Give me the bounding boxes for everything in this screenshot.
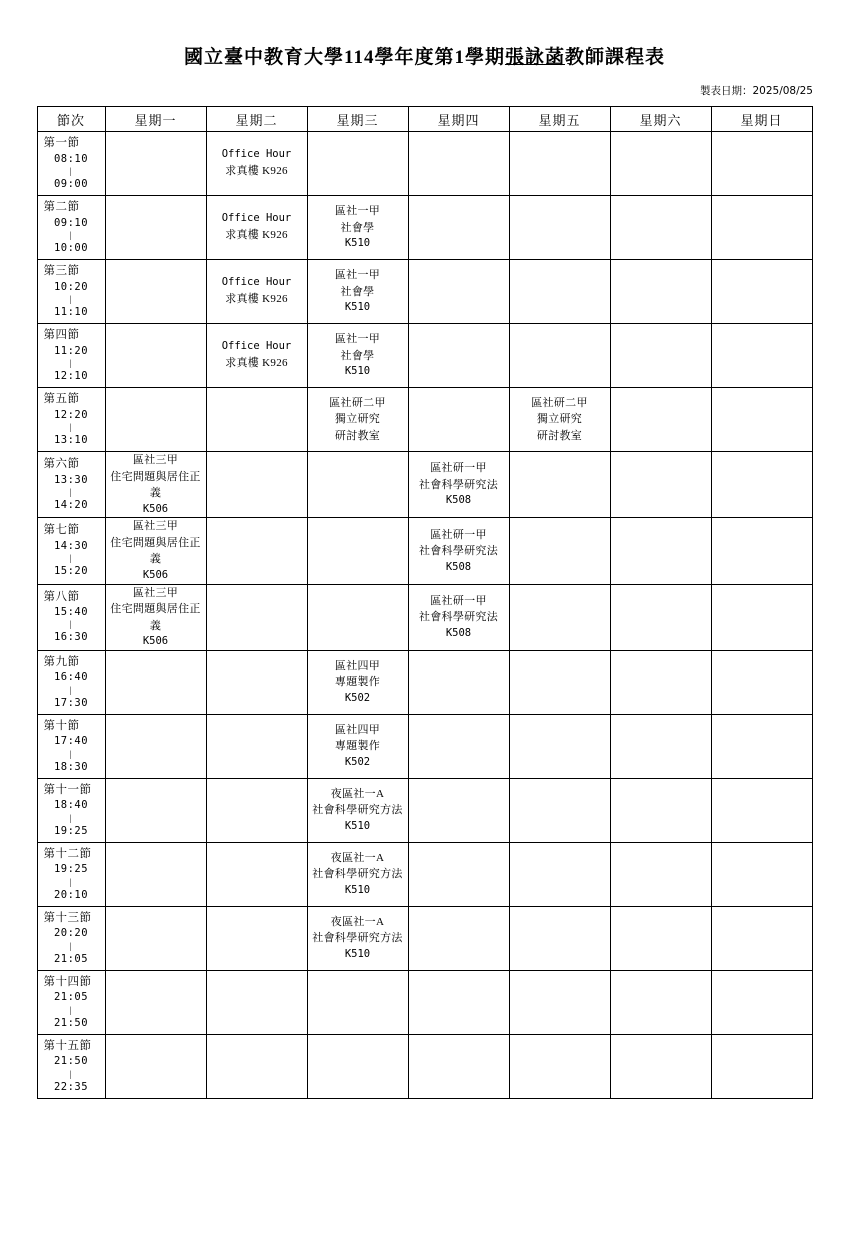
schedule-cell-wednesday[interactable] [307, 388, 408, 452]
column-header-saturday: 星期六 [610, 107, 711, 132]
table-row [37, 260, 812, 324]
schedule-cell-wednesday[interactable] [307, 714, 408, 778]
period-separator: | [69, 165, 73, 176]
course-line: K506 [142, 502, 169, 515]
course-line: K506 [142, 635, 169, 647]
table-row [37, 1034, 812, 1098]
course-line: 社會科學研究方法 [312, 868, 403, 881]
schedule-cell-thursday[interactable] [408, 196, 509, 260]
course-line: 求真樓 K926 [225, 165, 288, 178]
course-line: 區社研二甲 [329, 396, 386, 409]
schedule-cell-sunday[interactable] [711, 714, 812, 778]
schedule-cell-monday[interactable] [105, 714, 206, 778]
schedule-cell-thursday[interactable] [408, 132, 509, 196]
course-line: 區社一甲 [334, 205, 381, 218]
period-cell [37, 970, 105, 1034]
period-name: 第十一節 [43, 783, 92, 796]
schedule-cell-sunday[interactable] [711, 1034, 812, 1098]
period-start-time: 18:40 [53, 799, 89, 812]
schedule-cell-thursday[interactable] [408, 388, 509, 452]
schedule-cell-thursday[interactable] [408, 260, 509, 324]
schedule-cell-monday[interactable] [105, 584, 206, 650]
period-end-time: 21:05 [53, 952, 89, 965]
course-line: 社會學 [340, 221, 375, 234]
period-start-time: 12:20 [53, 408, 89, 421]
schedule-cell-sunday[interactable] [711, 196, 812, 260]
period-name: 第十節 [43, 719, 80, 732]
course-line: Office Hour [221, 276, 292, 289]
schedule-cell-sunday[interactable] [711, 324, 812, 388]
course-line: 住宅問題與居住正義 [110, 470, 201, 499]
course-line: K510 [344, 301, 371, 314]
schedule-cell-friday[interactable] [509, 906, 610, 970]
table-row [37, 132, 812, 196]
period-separator: | [69, 486, 73, 497]
schedule-cell-saturday[interactable] [610, 324, 711, 388]
table-row [37, 970, 812, 1034]
schedule-cell-monday[interactable] [105, 518, 206, 584]
schedule-cell-tuesday[interactable] [206, 518, 307, 584]
course-line: 區社三甲 [132, 586, 179, 599]
course-line: 獨立研究 [334, 413, 381, 426]
course-line: 區社研一甲 [430, 528, 487, 541]
period-start-time: 17:40 [53, 735, 89, 748]
period-separator: | [69, 229, 73, 240]
schedule-cell-friday[interactable] [509, 196, 610, 260]
course-line: 區社研一甲 [430, 462, 487, 475]
course-line: K510 [344, 883, 371, 896]
course-line: 區社一甲 [334, 333, 381, 346]
schedule-cell-monday[interactable] [105, 906, 206, 970]
schedule-cell-saturday[interactable] [610, 584, 711, 650]
period-end-time: 11:10 [53, 305, 89, 318]
period-start-time: 21:05 [53, 991, 89, 1004]
period-end-time: 19:25 [53, 824, 89, 837]
course-line: 社會學 [340, 349, 375, 362]
course-line: 求真樓 K926 [225, 229, 288, 242]
course-line: 區社四甲 [334, 659, 381, 672]
column-header-monday: 星期一 [105, 107, 206, 132]
schedule-cell-thursday[interactable] [408, 714, 509, 778]
course-line: 社會科學研究法 [418, 611, 499, 624]
course-line: 社會科學研究方法 [312, 932, 403, 945]
schedule-cell-friday[interactable] [509, 324, 610, 388]
table-row [37, 650, 812, 714]
schedule-cell-wednesday[interactable] [307, 778, 408, 842]
course-line: 求真樓 K926 [225, 357, 288, 370]
page-title [0, 42, 849, 69]
schedule-cell-monday[interactable] [105, 778, 206, 842]
period-name: 第十四節 [43, 975, 92, 988]
course-line: K508 [445, 560, 472, 573]
schedule-cell-friday[interactable] [509, 650, 610, 714]
period-start-time: 19:25 [53, 863, 89, 876]
course-schedule-table [37, 106, 813, 1099]
period-separator: | [69, 940, 73, 951]
schedule-cell-tuesday[interactable] [206, 906, 307, 970]
schedule-cell-friday[interactable] [509, 1034, 610, 1098]
period-separator: | [69, 421, 73, 432]
schedule-cell-wednesday[interactable] [307, 584, 408, 650]
schedule-cell-saturday[interactable] [610, 518, 711, 584]
course-line: 社會科學研究法 [418, 545, 499, 557]
schedule-cell-thursday[interactable] [408, 842, 509, 906]
schedule-cell-wednesday[interactable] [307, 132, 408, 196]
course-line: K510 [344, 947, 371, 960]
course-line: 社會學 [340, 285, 375, 298]
schedule-cell-friday[interactable] [509, 452, 610, 518]
period-start-time: 16:40 [53, 671, 89, 684]
schedule-cell-tuesday[interactable] [206, 584, 307, 650]
schedule-cell-sunday[interactable] [711, 650, 812, 714]
course-line: 獨立研究 [536, 413, 583, 426]
schedule-cell-thursday[interactable] [408, 650, 509, 714]
schedule-cell-thursday[interactable] [408, 452, 509, 518]
table-row [37, 714, 812, 778]
table-row [37, 778, 812, 842]
schedule-cell-tuesday[interactable] [206, 260, 307, 324]
period-name: 第十二節 [43, 847, 92, 860]
period-end-time: 16:30 [53, 631, 89, 644]
period-separator: | [69, 293, 73, 304]
schedule-cell-thursday[interactable] [408, 778, 509, 842]
schedule-cell-friday[interactable] [509, 388, 610, 452]
schedule-cell-monday[interactable] [105, 388, 206, 452]
schedule-cell-monday[interactable] [105, 260, 206, 324]
table-header-row [37, 107, 812, 132]
schedule-cell-tuesday[interactable] [206, 650, 307, 714]
schedule-cell-thursday[interactable] [408, 584, 509, 650]
course-line: 研討教室 [536, 429, 583, 442]
course-line: 區社一甲 [334, 269, 381, 282]
schedule-cell-monday[interactable] [105, 842, 206, 906]
period-cell [37, 132, 105, 196]
table-row [37, 906, 812, 970]
schedule-cell-tuesday[interactable] [206, 778, 307, 842]
schedule-cell-saturday[interactable] [610, 906, 711, 970]
course-line: Office Hour [221, 212, 292, 225]
course-line: K508 [445, 626, 472, 639]
period-start-time: 20:20 [53, 927, 89, 940]
period-name: 第八節 [43, 590, 80, 603]
schedule-page [0, 42, 849, 1242]
schedule-cell-sunday[interactable] [711, 260, 812, 324]
period-start-time: 14:30 [53, 539, 89, 552]
period-end-time: 12:10 [53, 369, 89, 382]
course-line: K510 [344, 237, 371, 250]
schedule-cell-wednesday[interactable] [307, 260, 408, 324]
title-suffix: 教師課程表 [564, 47, 665, 68]
period-end-time: 14:20 [53, 498, 89, 511]
course-line: 夜區社一A [330, 915, 385, 928]
schedule-cell-friday[interactable] [509, 260, 610, 324]
schedule-cell-monday[interactable] [105, 970, 206, 1034]
schedule-cell-sunday[interactable] [711, 842, 812, 906]
schedule-cell-tuesday[interactable] [206, 388, 307, 452]
period-separator: | [69, 553, 73, 564]
schedule-cell-monday[interactable] [105, 324, 206, 388]
period-name: 第一節 [43, 137, 80, 150]
schedule-cell-sunday[interactable] [711, 584, 812, 650]
course-line: K506 [142, 568, 169, 581]
schedule-cell-friday[interactable] [509, 842, 610, 906]
schedule-cell-wednesday[interactable] [307, 196, 408, 260]
table-row [37, 452, 812, 518]
period-separator: | [69, 748, 73, 759]
course-line: Office Hour [221, 148, 292, 161]
schedule-cell-friday[interactable] [509, 714, 610, 778]
schedule-cell-sunday[interactable] [711, 452, 812, 518]
schedule-cell-thursday[interactable] [408, 970, 509, 1034]
schedule-cell-sunday[interactable] [711, 970, 812, 1034]
schedule-cell-thursday[interactable] [408, 324, 509, 388]
period-end-time: 17:30 [53, 696, 89, 709]
schedule-cell-wednesday[interactable] [307, 970, 408, 1034]
course-line: Office Hour [221, 340, 292, 353]
period-cell [37, 842, 105, 906]
period-start-time: 21:50 [53, 1055, 89, 1068]
schedule-cell-tuesday[interactable] [206, 714, 307, 778]
period-end-time: 18:30 [53, 760, 89, 773]
period-cell [37, 1034, 105, 1098]
course-line: 住宅問題與居住正義 [110, 603, 201, 632]
course-line: 住宅問題與居住正義 [110, 536, 201, 566]
course-line: 社會科學研究方法 [312, 804, 403, 817]
period-separator: | [69, 619, 73, 630]
period-end-time: 22:35 [53, 1080, 89, 1093]
schedule-cell-thursday[interactable] [408, 518, 509, 584]
schedule-cell-friday[interactable] [509, 518, 610, 584]
period-name: 第四節 [43, 329, 80, 342]
period-end-time: 10:00 [53, 241, 89, 254]
table-row [37, 584, 812, 650]
schedule-cell-tuesday[interactable] [206, 324, 307, 388]
schedule-cell-sunday[interactable] [711, 388, 812, 452]
column-header-period: 節次 [37, 107, 105, 132]
schedule-cell-friday[interactable] [509, 778, 610, 842]
period-cell [37, 324, 105, 388]
period-separator: | [69, 684, 73, 695]
table-body [37, 132, 812, 1099]
schedule-cell-wednesday[interactable] [307, 518, 408, 584]
print-date: 製表日期：2025/08/25 [699, 85, 813, 97]
schedule-cell-wednesday[interactable] [307, 650, 408, 714]
schedule-cell-saturday[interactable] [610, 842, 711, 906]
period-cell [37, 518, 105, 584]
period-cell [37, 196, 105, 260]
schedule-cell-friday[interactable] [509, 970, 610, 1034]
period-cell [37, 906, 105, 970]
schedule-cell-wednesday[interactable] [307, 324, 408, 388]
schedule-cell-tuesday[interactable] [206, 132, 307, 196]
schedule-cell-monday[interactable] [105, 196, 206, 260]
schedule-cell-monday[interactable] [105, 1034, 206, 1098]
schedule-cell-tuesday[interactable] [206, 196, 307, 260]
column-header-tuesday: 星期二 [206, 107, 307, 132]
schedule-cell-sunday[interactable] [711, 518, 812, 584]
period-end-time: 09:00 [53, 177, 89, 190]
course-line: 區社研二甲 [531, 396, 588, 409]
schedule-cell-sunday[interactable] [711, 906, 812, 970]
period-end-time: 13:10 [53, 433, 89, 446]
schedule-cell-tuesday[interactable] [206, 842, 307, 906]
course-line: 求真樓 K926 [225, 293, 288, 306]
period-name: 第三節 [43, 265, 80, 278]
schedule-cell-thursday[interactable] [408, 1034, 509, 1098]
course-line: 研討教室 [334, 429, 381, 442]
course-line: K510 [344, 365, 371, 378]
course-line: 區社三甲 [132, 520, 179, 533]
period-end-time: 21:50 [53, 1016, 89, 1029]
schedule-cell-wednesday[interactable] [307, 452, 408, 518]
course-line: K502 [344, 691, 371, 704]
schedule-cell-tuesday[interactable] [206, 452, 307, 518]
period-cell [37, 452, 105, 518]
course-line: 專題製作 [334, 740, 381, 753]
table-row [37, 388, 812, 452]
period-cell [37, 650, 105, 714]
course-line: 專題製作 [334, 676, 381, 689]
schedule-cell-friday[interactable] [509, 132, 610, 196]
course-line: K502 [344, 755, 371, 768]
period-cell [37, 714, 105, 778]
period-name: 第六節 [43, 458, 80, 471]
table-row [37, 196, 812, 260]
period-start-time: 09:10 [53, 216, 89, 229]
period-start-time: 08:10 [53, 152, 89, 165]
period-cell [37, 388, 105, 452]
course-line: 夜區社一A [330, 787, 385, 800]
course-line: K508 [445, 494, 472, 507]
schedule-cell-saturday[interactable] [610, 970, 711, 1034]
period-end-time: 15:20 [53, 565, 89, 578]
course-line: 區社三甲 [132, 454, 179, 466]
schedule-cell-saturday[interactable] [610, 714, 711, 778]
schedule-cell-monday[interactable] [105, 452, 206, 518]
period-name: 第二節 [43, 201, 80, 214]
schedule-cell-tuesday[interactable] [206, 970, 307, 1034]
table-row [37, 324, 812, 388]
period-separator: | [69, 1004, 73, 1015]
course-line: 社會科學研究法 [418, 478, 499, 491]
schedule-cell-monday[interactable] [105, 650, 206, 714]
schedule-cell-saturday[interactable] [610, 452, 711, 518]
schedule-cell-sunday[interactable] [711, 778, 812, 842]
schedule-cell-wednesday[interactable] [307, 906, 408, 970]
period-start-time: 15:40 [53, 606, 89, 619]
period-start-time: 11:20 [53, 344, 89, 357]
period-separator: | [69, 357, 73, 368]
period-name: 第十五節 [43, 1039, 92, 1052]
column-header-sunday: 星期日 [711, 107, 812, 132]
schedule-cell-sunday[interactable] [711, 132, 812, 196]
table-row [37, 842, 812, 906]
schedule-cell-wednesday[interactable] [307, 1034, 408, 1098]
course-line: 區社四甲 [334, 723, 381, 736]
schedule-cell-saturday[interactable] [610, 260, 711, 324]
period-start-time: 13:30 [53, 473, 89, 486]
period-cell [37, 260, 105, 324]
column-header-thursday: 星期四 [408, 107, 509, 132]
period-end-time: 20:10 [53, 888, 89, 901]
schedule-cell-friday[interactable] [509, 584, 610, 650]
schedule-cell-saturday[interactable] [610, 388, 711, 452]
period-cell [37, 778, 105, 842]
schedule-cell-wednesday[interactable] [307, 842, 408, 906]
column-header-friday: 星期五 [509, 107, 610, 132]
schedule-cell-saturday[interactable] [610, 196, 711, 260]
schedule-cell-saturday[interactable] [610, 1034, 711, 1098]
table-row [37, 518, 812, 584]
period-name: 第九節 [43, 655, 80, 668]
schedule-cell-tuesday[interactable] [206, 1034, 307, 1098]
schedule-cell-monday[interactable] [105, 132, 206, 196]
schedule-cell-saturday[interactable] [610, 132, 711, 196]
period-name: 第十三節 [43, 911, 92, 924]
period-separator: | [69, 812, 73, 823]
course-line: 夜區社一A [330, 851, 385, 864]
period-separator: | [69, 876, 73, 887]
period-cell [37, 584, 105, 650]
title-teacher-name: 張詠菡 [504, 47, 565, 68]
period-name: 第七節 [43, 524, 80, 537]
course-line: K510 [344, 819, 371, 832]
course-line: 區社研一甲 [430, 594, 487, 607]
schedule-cell-saturday[interactable] [610, 778, 711, 842]
schedule-cell-thursday[interactable] [408, 906, 509, 970]
schedule-cell-saturday[interactable] [610, 650, 711, 714]
column-header-wednesday: 星期三 [307, 107, 408, 132]
period-name: 第五節 [43, 393, 80, 406]
period-start-time: 10:20 [53, 280, 89, 293]
period-separator: | [69, 1068, 73, 1079]
title-prefix: 國立臺中教育大學114學年度第1學期 [184, 47, 505, 68]
